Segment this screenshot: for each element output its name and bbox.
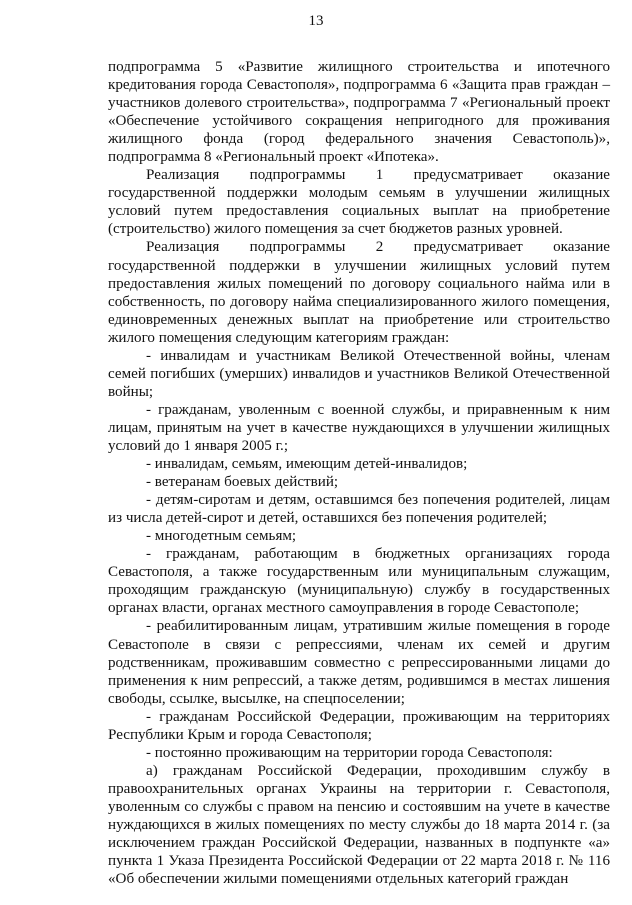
- list-item-public-employees: - гражданам, работающим в бюджетных организациях города Севастополя, а также государственным или муниципальным служащим, проходящим гражданскую (муниципальную) службу в государственных органах власти, органах местного самоуправления в городе Севастополе;: [108, 546, 610, 617]
- list-item-crimea-residents: - гражданам Российской Федерации, проживающим на территориях Республики Крым и города Севастополя;: [108, 708, 610, 743]
- paragraph-subprogram-2: Реализация подпрограммы 2 предусматривает оказание государственной поддержки в улучшении жилищных условий путем предоставления жилых помещений по договору социального найма или в собственность, по договору найма специализированного жилого помещения, единовременных денежных выплат на приобретение или строительство жилого помещения следующим категориям граждан:: [108, 239, 610, 346]
- list-item-military-dismissed: - гражданам, уволенным с военной службы, и приравненным к ним лицам, принятым на учет в качестве нуждающихся в улучшении жилищных условий до 1 января 2005 г.;: [108, 401, 610, 454]
- list-item-disabled: - инвалидам, семьям, имеющим детей-инвалидов;: [146, 456, 468, 473]
- paragraph-subprogram-1: Реализация подпрограммы 1 предусматривает оказание государственной поддержки молодым семьям в улучшении жилищных условий путем предоставления социальных выплат на приобретение (строительство) жилого помещения за счет бюджетов разных уровней.: [108, 167, 610, 238]
- list-item-war-veterans: - инвалидам и участникам Великой Отечественной войны, членам семей погибших (умерших) инвалидов и участников Великой Отечественной войны;: [108, 347, 610, 400]
- sub-item-a-law-enforcement: а) гражданам Российской Федерации, проходившим службу в правоохранительных органах Украины на территории г. Севастополя, уволенным со службы с правом на пенсию и состоявшим на учете в качестве нуждающихся в жилых помещениях по месту службы до 18 марта 2014 г. (за исключением граждан Российской Федерации, названных в подпункте «а» пункта 1 Указа Президента Российской Федерации от 22 марта 2018 г. № 116 «Об обеспечении жилыми помещениями отдельных категорий граждан: [108, 762, 610, 888]
- list-item-combat-veterans: - ветеранам боевых действий;: [146, 474, 339, 491]
- list-item-large-families: - многодетным семьям;: [146, 528, 297, 545]
- page-number: 13: [308, 13, 324, 29]
- document-body: [108, 58, 610, 888]
- list-item-permanent-residents: - постоянно проживающим на территории города Севастополя:: [146, 744, 553, 761]
- list-item-orphans: - детям-сиротам и детям, оставшимся без попечения родителей, лицам из числа детей-сирот и детей, оставшихся без попечения родителей;: [108, 492, 610, 527]
- list-item-rehabilitated: - реабилитированным лицам, утратившим жилые помещения в городе Севастополе в связи с репрессиями, членам их семей и другим родственникам, проживавшим совместно с репрессированными лицами до применения к ним репрессий, а также детям, родившимся в местах лишения свободы, ссылке, высылке, на спецпоселении;: [108, 618, 610, 707]
- paragraph-subprograms-list: подпрограмма 5 «Развитие жилищного строительства и ипотечного кредитования города Севастополя», подпрограмма 6 «Защита прав граждан – участников долевого строительства», подпрограмма 7 «Региональный проект «Обеспечение устойчивого сокращения непригодного для проживания жилищного фонда (город федерального значения Севастополь)», подпрограмма 8 «Региональный проект «Ипотека».: [108, 59, 610, 166]
